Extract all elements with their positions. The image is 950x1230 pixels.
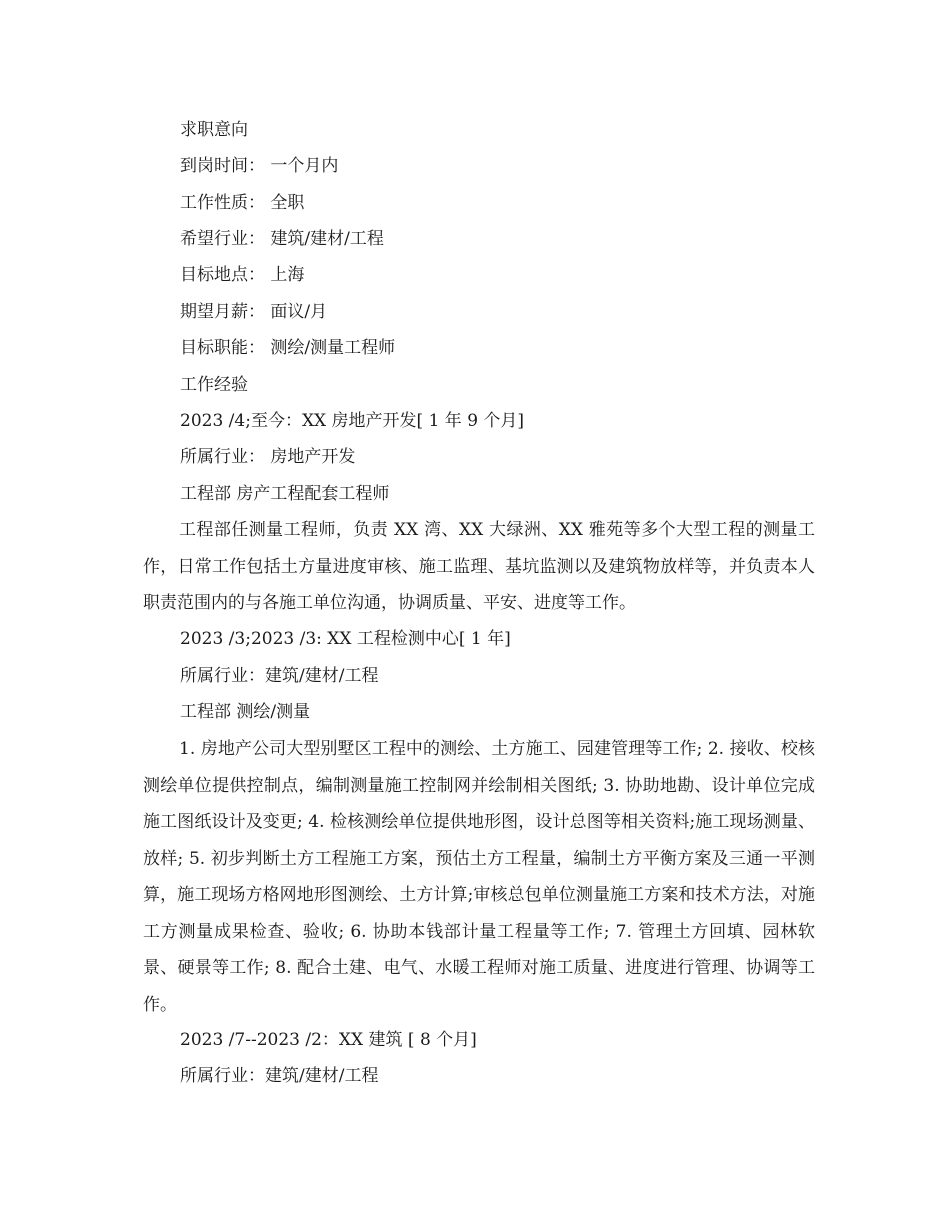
job-1-department: 工程部 房产工程配套工程师 <box>180 484 390 504</box>
job-intent-heading: 求职意向 <box>180 120 248 140</box>
job-2-period: 2023 /3;2023 /3: XX 工程检测中心[ 1 年] <box>180 629 511 649</box>
target-function: 目标职能： 测绘/测量工程师 <box>180 338 396 358</box>
arrival-time: 到岗时间： 一个月内 <box>180 156 339 176</box>
expected-salary: 期望月薪： 面议/月 <box>180 302 328 322</box>
job-nature: 工作性质： 全职 <box>180 193 305 213</box>
job-2-industry: 所属行业：建筑/建材/工程 <box>180 666 379 686</box>
job-1-industry: 所属行业： 房地产开发 <box>180 447 356 467</box>
job-1-description: 工程部任测量工程师，负责 XX 湾、XX 大绿洲、XX 雅苑等多个大型工程的测量工作，日常工作包括土方量进度审核、施工监理、基坑监测以及建筑物放样等，并负责本人职责范围内的与各施工单位沟通，协调质量、平安、进度等工作。 <box>143 520 815 613</box>
work-experience-heading: 工作经验 <box>180 375 248 395</box>
job-2-description: 1. 房地产公司大型别墅区工程中的测绘、土方施工、园建管理等工作; 2. 接收、校核测绘单位提供控制点，编制测量施工控制网并绘制相关图纸; 3. 协助地勘、设计单位完成施工图纸设计及变更; 4. 检核测绘单位提供地形图，设计总图等相关资料;施工现场测量、放样; 5. 初步判断土方工程施工方案，预估土方工程量，编制土方平衡方案及三通一平测算，施工现场方格网地形图测绘、土方计算;审核总包单位测量施工方案和技术方法，对施工方测量成果检查、验收; 6. 协助本钱部计量工程量等工作; 7. 管理土方回填、园林软景、硬景等工作; 8. 配合土建、电气、水暖工程师对施工质量、进度进行管理、协调等工作。 <box>143 739 815 1015</box>
desired-industry: 希望行业： 建筑/建材/工程 <box>180 229 384 249</box>
target-location: 目标地点： 上海 <box>180 265 305 285</box>
job-2-department: 工程部 测绘/测量 <box>180 702 311 722</box>
job-3-industry: 所属行业：建筑/建材/工程 <box>180 1066 379 1086</box>
job-1-period: 2023 /4;至今：XX 房地产开发[ 1 年 9 个月] <box>180 411 525 431</box>
job-3-period: 2023 /7--2023 /2：XX 建筑 [ 8 个月] <box>180 1030 477 1050</box>
